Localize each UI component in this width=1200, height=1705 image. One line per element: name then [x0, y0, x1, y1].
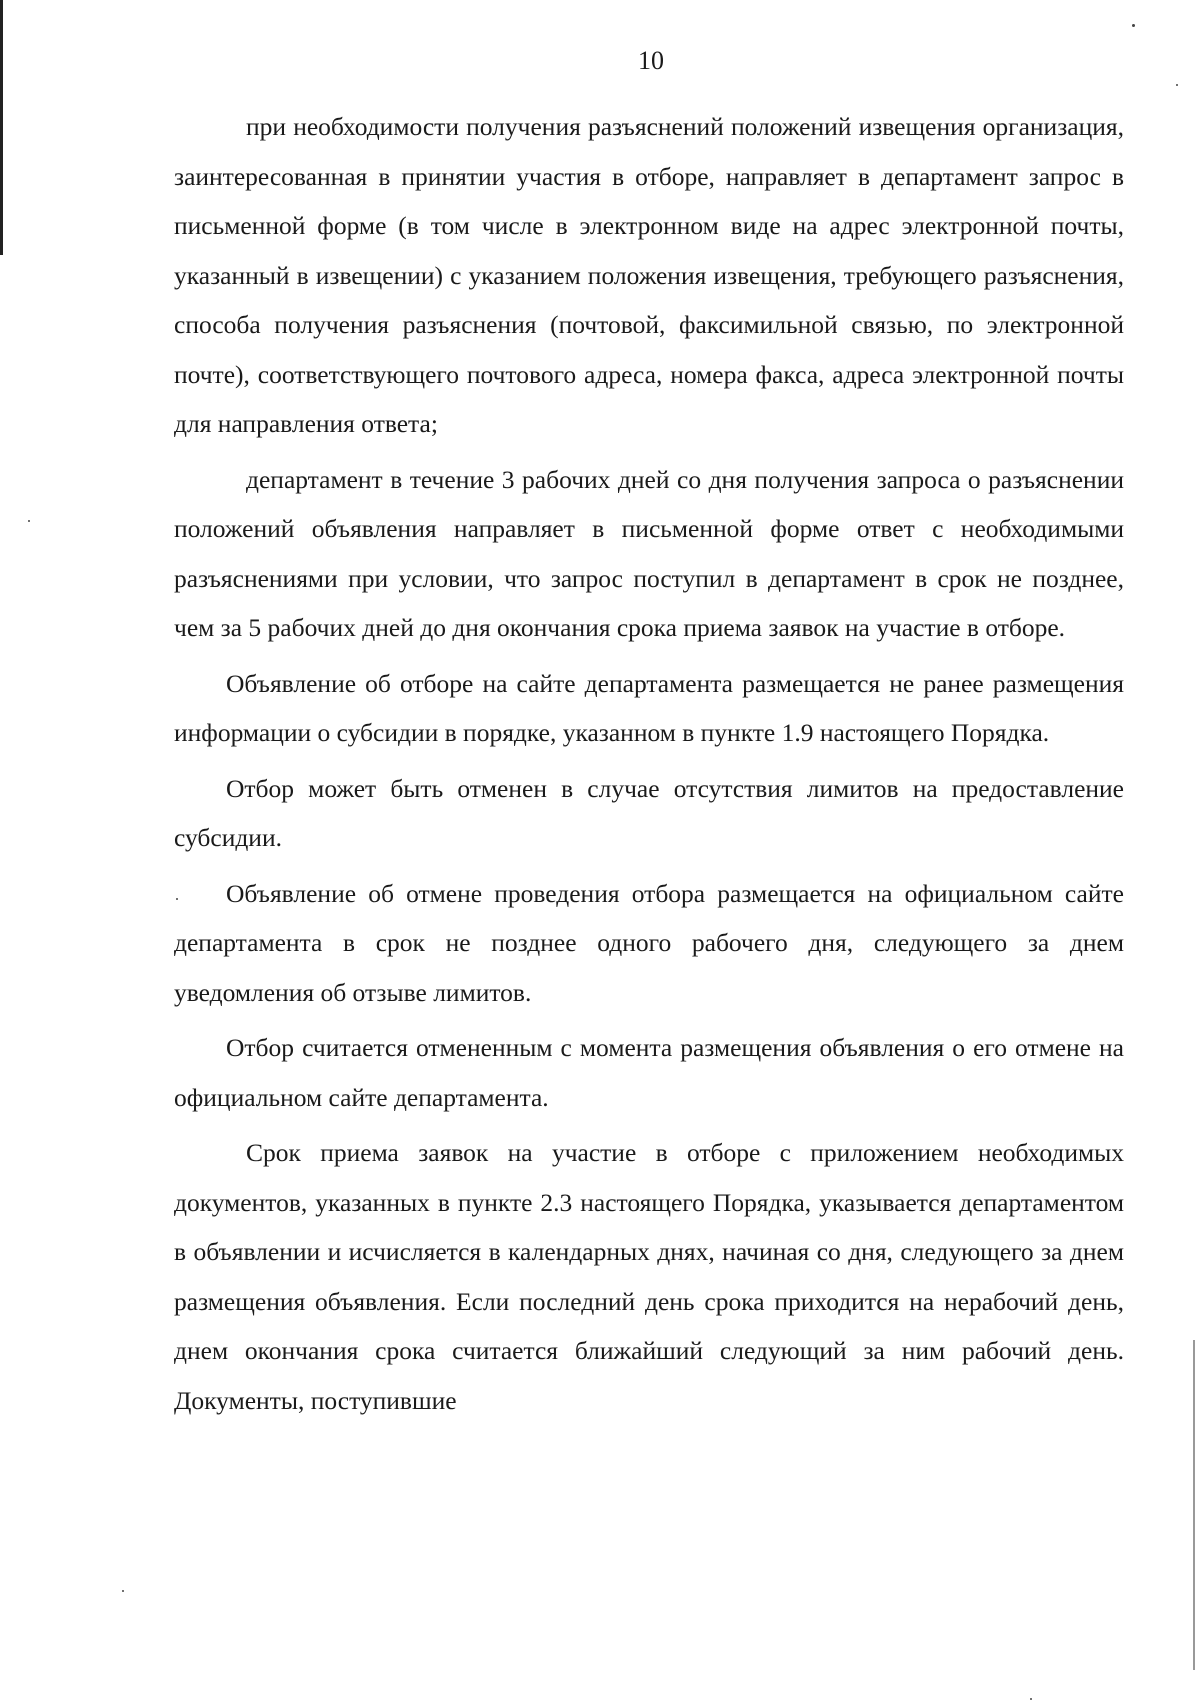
scan-speck — [1132, 24, 1135, 27]
scan-speck — [176, 898, 178, 900]
scan-edge-left — [0, 0, 3, 255]
scan-speck — [1176, 84, 1178, 86]
paragraph-clarification-request: при необходимости получения разъяснений положений извещения организация, заинтересованная в принятии участия в отборе, направляет в департамент запрос в письменной форме (в том числе в электронном виде на адрес электронной почты, указанный в извещении) с указанием положения извещения, требующего разъяснения, способа получения разъяснения (почтовой, факсимильной связью, по электронной почте), соответствующего почтового адреса, номера факса, адреса электронной почты для направления ответа; — [174, 112, 1124, 438]
paragraph-announcement-placement: Объявление об отборе на сайте департамента размещается не ранее размещения информации о субсидии в порядке, указанном в пункте 1.9 настоящего Порядка. — [174, 668, 1124, 747]
paragraph-clarification-response: департамент в течение 3 рабочих дней со дня получения запроса о разъяснении положений объявления направляет в письменной форме ответ с необходимыми разъяснениями при условии, что запрос поступил в департамент в срок не позднее, чем за 5 рабочих дней до дня окончания срока приема заявок на участие в отборе. — [174, 464, 1124, 642]
page-number: 10 — [638, 46, 664, 75]
paragraph-selection-cancel: Отбор может быть отменен в случае отсутствия лимитов на предоставление субсидии. — [174, 773, 1124, 852]
paragraph-cancel-effective: Отбор считается отмененным с момента размещения объявления о его отмене на официальном сайте департамента. — [174, 1033, 1124, 1112]
paragraph-cancel-announcement: Объявление об отмене проведения отбора размещается на официальном сайте департамента в срок не позднее одного рабочего дня, следующего за днем уведомления об отзыве лимитов. — [174, 878, 1124, 1007]
scan-edge-right — [1193, 1340, 1195, 1670]
scan-speck — [122, 1590, 124, 1592]
scan-speck — [28, 520, 30, 522]
document-body — [174, 102, 1124, 1425]
paragraph-application-deadline: Срок приема заявок на участие в отборе с приложением необходимых документов, указанных в пункте 2.3 настоящего Порядка, указывается департаментом в объявлении и исчисляется в календарных днях, начиная со дня, следующего за днем размещения объявления. Если последний день срока приходится на нерабочий день, днем окончания срока считается ближайший следующий за ним рабочий день. Документы, поступившие — [174, 1138, 1124, 1415]
scan-speck — [1030, 1698, 1032, 1700]
